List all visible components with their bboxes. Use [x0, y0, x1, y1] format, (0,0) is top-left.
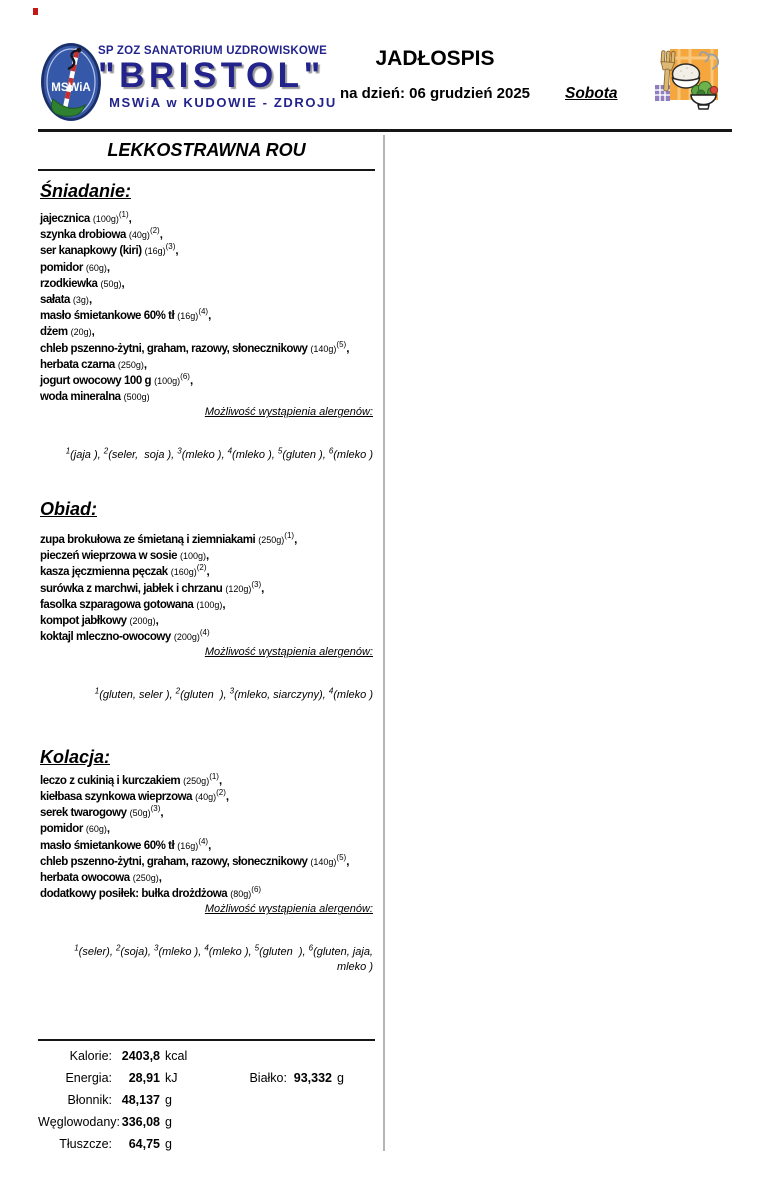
org-line2: MSWiA w KUDOWIE - ZDROJU [109, 94, 337, 110]
menu-item-portion: (20g) [70, 327, 92, 338]
allergen-superscript: (4) [198, 307, 209, 317]
allergen-ref: $^6$(gluten, jaja, mleko ) [308, 943, 377, 973]
menu-item-name: sałata [40, 294, 70, 307]
nutrition-label: Węglowodany: [38, 1115, 120, 1129]
nutrition-unit: kcal [165, 1049, 188, 1063]
right-column-empty [390, 136, 730, 1146]
menu-item-name: fasolka szparagowa gotowana [40, 598, 194, 611]
nutrition-rows-list [38, 1045, 375, 1155]
allergen-ref: $^3$(mleko ), [177, 446, 228, 462]
nutrition-row [38, 1111, 375, 1133]
menu-item [38, 886, 375, 902]
menu-item-portion: (16g) [144, 246, 166, 257]
logo [98, 45, 348, 110]
menu-item: leczo z cukinią i kurczakiem $(250g)^{(1)}$, [40, 772, 223, 787]
menu-item-name: pomidor [40, 823, 83, 836]
nutrition-label: Energia: [65, 1071, 112, 1085]
menu-item-portion: (100g) [196, 599, 223, 610]
allergen-ref: $^4$(mleko ), [227, 446, 278, 462]
menu-item-name: herbata czarna [40, 358, 115, 371]
menu-item-name: zupa brokułowa ze śmietaną i ziemniakami [40, 533, 256, 546]
menu-item-portion: (100g) [92, 214, 119, 224]
nutrition-unit: g [165, 1115, 172, 1129]
allergens-heading: Możliwość wystąpienia alergenów: [204, 406, 373, 419]
dinner-items [38, 773, 375, 903]
allergen-ref: $^1$(jaja ), [65, 446, 104, 462]
mswia-emblem-icon [40, 42, 102, 127]
breakfast-items [38, 211, 375, 405]
nutrition-unit: g [165, 1137, 172, 1151]
nutrition-rows [38, 1045, 375, 1155]
menu-item-portion: (250g) [117, 359, 144, 370]
menu-item-name: pieczeń wieprzowa w sosie [40, 550, 178, 563]
menu-item-portion: (40g) [195, 792, 217, 803]
allergen-ref: $^2$(soja), [115, 943, 155, 959]
allergens-list [38, 916, 377, 974]
svg-text:MSWiA: MSWiA [51, 82, 91, 94]
menu-item-name: woda mineralna [40, 391, 121, 404]
menu-item-name: chleb pszenno-żytni, graham, razowy, słonecznikowy [40, 855, 308, 868]
menu-item: jajecznica $(100g)^{(1)}$, [40, 210, 132, 225]
allergen-ref: $^6$(mleko ) [328, 446, 373, 462]
breakfast-heading: Śniadanie: [40, 181, 132, 201]
menu-item: ser kanapkowy (kiri) $(16g)^{(3)}$, [40, 242, 179, 258]
menu-item-portion: (60g) [85, 824, 107, 835]
menu-item: kompot jabłkowy (200g), [40, 614, 159, 627]
menu-item [38, 629, 375, 645]
menu-item-portion: (40g) [128, 230, 150, 241]
date-line: na dzień: 06 grudzień 2025 [339, 85, 531, 102]
lunch-allergens [38, 645, 375, 703]
menu-item-name: chleb pszenno-żytni, graham, razowy, słonecznikowy [40, 342, 308, 355]
dinner-allergens [38, 902, 375, 974]
menu-item-name: serek twarogowy [40, 807, 127, 820]
menu-item-portion: (250g) [258, 534, 285, 545]
column-divider [383, 135, 385, 1151]
allergen-superscript: (5) [336, 339, 347, 349]
breakfast-section [38, 181, 375, 463]
menu-item: herbata owocowa (250g), [40, 872, 162, 885]
allergen-superscript: (2) [196, 563, 207, 573]
menu-item-name: kasza jęczmienna pęczak [40, 566, 168, 579]
diet-divider [38, 169, 375, 171]
header-divider [38, 129, 732, 132]
dinner-section [38, 747, 375, 975]
menu-item: rzodkiewka (50g), [40, 277, 125, 290]
allergen-superscript: (6) [180, 372, 190, 382]
menu-item: serek twarogowy $(50g)^{(3)}$, [40, 804, 164, 820]
menu-item: herbata czarna (250g), [40, 358, 148, 371]
org-line1: SP ZOZ SANATORIUM UZDROWISKOWE [98, 45, 327, 57]
menu-item: szynka drobiowa $(40g)^{(2)}$, [40, 226, 163, 242]
menu-item-name: leczo z cukinią i kurczakiem [40, 774, 181, 787]
allergen-ref: $^4$(mleko ), [204, 943, 255, 959]
allergen-superscript: (2) [149, 226, 160, 236]
menu-item-name: kiełbasa szynkowa wieprzowa [40, 791, 193, 804]
menu-item-portion: (60g) [85, 262, 107, 273]
breakfast-allergens [38, 405, 375, 463]
nutrition-unit: kJ [165, 1071, 178, 1085]
menu-item-portion: (140g) [310, 343, 337, 354]
menu-item: masło śmietankowe 60% tł $(16g)^{(4)}$, [40, 836, 212, 852]
menu-item-name: jajecznica [40, 213, 90, 225]
menu-item-name: pomidor [40, 261, 83, 274]
nutrition-summary [38, 1039, 375, 1155]
allergen-superscript: (1) [118, 210, 129, 220]
nutrition-divider [38, 1039, 375, 1041]
dinner-heading: Kolacja: [40, 746, 111, 767]
protein-unit: g [337, 1071, 344, 1085]
allergen-superscript: (1) [284, 531, 295, 541]
allergen-ref: $^3$(mleko ), [154, 943, 205, 959]
menu-item-portion: (16g) [177, 311, 199, 322]
nutrition-value: 64,75 [128, 1137, 160, 1151]
menu-item-name: surówka z marchwi, jabłek i chrzanu [40, 582, 223, 595]
allergens-list [38, 659, 373, 703]
allergens-heading: Możliwość wystąpienia alergenów: [204, 903, 373, 916]
menu-item-portion: (250g) [132, 873, 159, 884]
allergen-superscript: (2) [216, 788, 226, 798]
menu-item: pomidor (60g), [40, 261, 111, 274]
menu-item-portion: (50g) [129, 808, 151, 819]
lunch-section [38, 499, 375, 703]
protein-value: 93,332 [293, 1071, 332, 1085]
allergen-ref: $^5$(gluten ), [254, 943, 309, 959]
page-title: JADŁOSPIS [375, 47, 495, 70]
menu-column [38, 136, 375, 974]
menu-item-portion: (100g) [154, 376, 181, 387]
menu-item-portion: (80g) [230, 889, 252, 900]
allergen-superscript: (4) [198, 836, 209, 846]
menu-item-portion: (200g) [129, 615, 156, 626]
menu-item-portion: (100g) [180, 551, 207, 562]
menu-item: zupa brokułowa ze śmietaną i ziemniakami $(250g)^{(1)}$, [40, 531, 298, 546]
allergens-heading: Możliwość wystąpienia alergenów: [204, 646, 373, 659]
menu-item-name: masło śmietankowe 60% tł [40, 839, 175, 852]
allergen-ref: $^4$(mleko ) [328, 686, 373, 702]
menu-item-portion: (16g) [177, 840, 199, 851]
nutrition-value: 48,137 [121, 1093, 160, 1107]
menu-item-portion: (140g) [310, 856, 337, 867]
menu-item-name: koktajl mleczno-owocowy [40, 631, 171, 644]
menu-item: kiełbasa szynkowa wieprzowa $(40g)^{(2)}$, [40, 788, 230, 804]
menu-item-portion: (250g) [183, 775, 210, 786]
allergen-superscript: (3) [165, 242, 176, 252]
menu-item: chleb pszenno-żytni, graham, razowy, słonecznikowy $(140g)^{(5)}$, [40, 853, 350, 868]
menu-item: sałata (3g), [40, 294, 93, 307]
red-marker [33, 8, 38, 15]
lunch-items [38, 532, 375, 645]
nutrition-row [38, 1133, 375, 1155]
allergen-ref: $^1$(seler), [74, 943, 116, 959]
menu-item-name: masło śmietankowe 60% tł [40, 310, 175, 323]
menu-item-portion: (160g) [170, 567, 197, 578]
menu-item: fasolka szparagowa gotowana (100g), [40, 598, 226, 611]
menu-item [38, 389, 375, 405]
allergen-ref: $^2$(seler, soja ), [103, 446, 178, 462]
menu-item-name: dżem [40, 326, 68, 339]
day-label: Sobota [565, 85, 618, 102]
allergen-superscript: (1) [209, 772, 219, 782]
nutrition-row [38, 1089, 375, 1111]
menu-item-portion: (200g) [173, 632, 200, 643]
menu-item: pieczeń wieprzowa w sosie (100g), [40, 550, 210, 563]
menu-item-name: szynka drobiowa [40, 229, 126, 242]
diet-name: LEKKOSTRAWNA ROU [107, 140, 306, 160]
menu-item-name: kompot jabłkowy [40, 614, 127, 627]
nutrition-row [38, 1045, 375, 1067]
allergen-superscript: (3) [251, 579, 262, 589]
menu-item: jogurt owocowy 100 g $(100g)^{(6)}$, [40, 372, 194, 388]
menu-item-portion: (500g) [123, 392, 150, 403]
nutrition-label: Tłuszcze: [59, 1137, 112, 1151]
protein-label: Białko: [249, 1071, 287, 1085]
menu-item-name: herbata owocowa [40, 872, 130, 885]
allergen-ref: $^2$(gluten ), [175, 686, 230, 702]
menu-item-name: jogurt owocowy 100 g [40, 375, 152, 388]
nutrition-label: Błonnik: [67, 1093, 112, 1107]
allergen-superscript: (3) [150, 804, 161, 814]
menu-item: kasza jęczmienna pęczak $(160g)^{(2)}$, [40, 563, 210, 579]
allergen-ref: $^1$(gluten, seler ), [94, 686, 176, 702]
menu-item-portion: (120g) [225, 583, 252, 594]
menu-item: masło śmietankowe 60% tł $(16g)^{(4)}$, [40, 307, 212, 323]
nutrition-label: Kalorie: [69, 1049, 112, 1063]
allergen-superscript: (5) [336, 853, 347, 863]
menu-item-name: dodatkowy posiłek: bułka drożdżowa [40, 888, 228, 901]
menu-item-name: ser kanapkowy (kiri) [40, 245, 142, 258]
nutrition-value: 28,91 [128, 1071, 160, 1085]
allergen-superscript: (6) [251, 885, 262, 895]
menu-item-portion: (50g) [100, 278, 122, 289]
nutrition-value: 336,08 [121, 1115, 160, 1129]
menu-item: dżem (20g), [40, 326, 95, 339]
menu-item: surówka z marchwi, jabłek i chrzanu $(120g)^{(3)}$, [40, 579, 265, 595]
protein-row [221, 1067, 344, 1089]
menu-item: pomidor (60g), [40, 823, 111, 836]
allergens-list [38, 419, 373, 463]
meal-clipart-icon [653, 47, 723, 122]
menu-item-name: rzodkiewka [40, 277, 98, 290]
menu-item: chleb pszenno-żytni, graham, razowy, słonecznikowy $(140g)^{(5)}$, [40, 339, 350, 355]
org-name: "BRISTOL" [98, 56, 325, 95]
lunch-heading: Obiad: [40, 498, 97, 519]
allergen-ref: $^5$(gluten ), [277, 446, 329, 462]
allergen-superscript: (4) [199, 628, 210, 638]
nutrition-unit: g [165, 1093, 172, 1107]
allergen-ref: $^3$(mleko, siarczyny), [229, 686, 329, 702]
nutrition-value: 2403,8 [121, 1049, 160, 1063]
menu-item-portion: (3g) [72, 295, 89, 306]
